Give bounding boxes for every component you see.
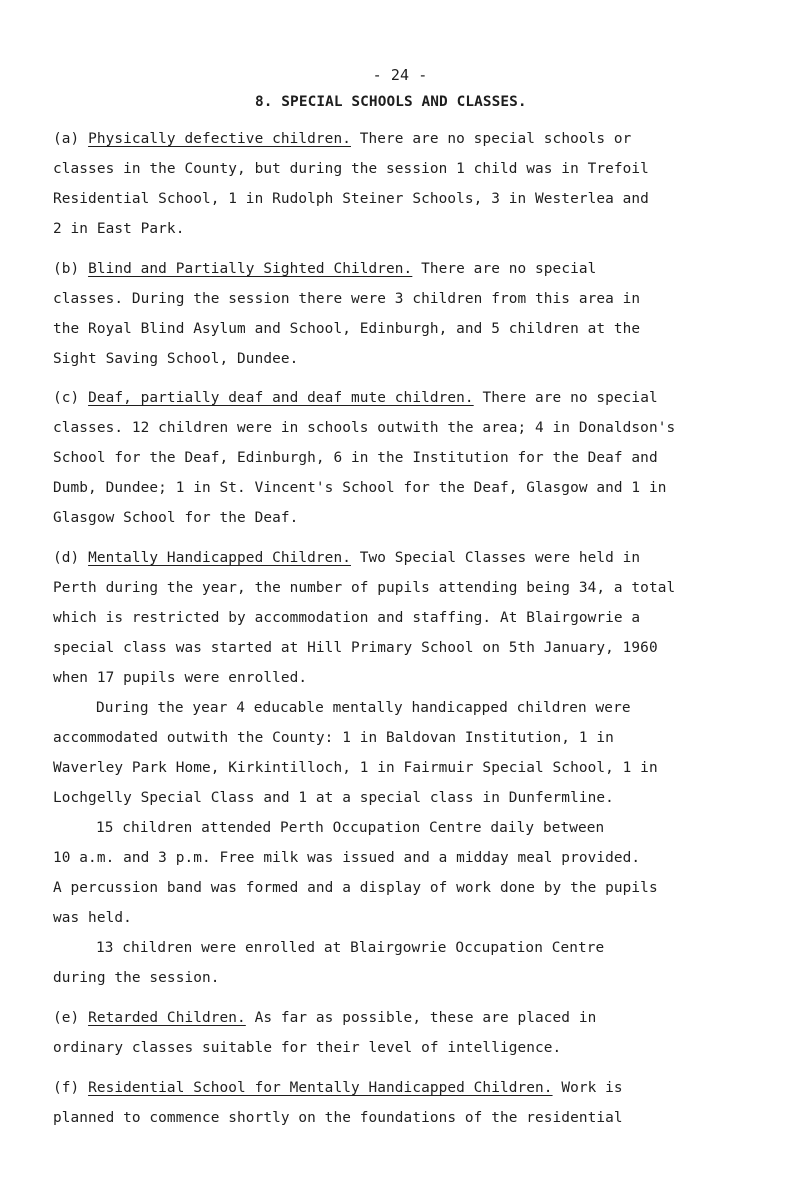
paragraph-c-first-line (53, 389, 658, 407)
paragraph-d2-line: accommodated outwith the County: 1 in Baldovan Institution, 1 in (53, 730, 614, 746)
paragraph-e-label: (e) (53, 1010, 89, 1026)
paragraph-f-title: Residential School for Mentally Handicapped Children. (88, 1080, 553, 1096)
paragraph-d4-line: 13 children were enrolled at Blairgowrie Occupation Centre (96, 940, 605, 956)
paragraph-b-label: (b) (53, 261, 89, 277)
paragraph-f-line: planned to commence shortly on the foundations of the residential (53, 1110, 623, 1126)
paragraph-d3-line: 10 a.m. and 3 p.m. Free milk was issued and a midday meal provided. (53, 850, 641, 866)
paragraph-a-line: 2 in East Park. (53, 221, 185, 237)
paragraph-a-line: Residential School, 1 in Rudolph Steiner Schools, 3 in Westerlea and (53, 191, 649, 207)
paragraph-b-line-0: There are no special (412, 261, 597, 277)
paragraph-c-line: Glasgow School for the Deaf. (53, 510, 299, 526)
paragraph-c-line: classes. 12 children were in schools outwith the area; 4 in Donaldson's (53, 420, 676, 436)
paragraph-d-line: when 17 pupils were enrolled. (53, 670, 308, 686)
paragraph-d-line: which is restricted by accommodation and staffing. At Blairgowrie a (53, 610, 641, 626)
paragraph-d4-line: during the session. (53, 970, 220, 986)
paragraph-d-first-line (53, 549, 640, 567)
paragraph-d-line: Perth during the year, the number of pupils attending being 34, a total (53, 580, 676, 596)
paragraph-b-title: Blind and Partially Sighted Children. (88, 261, 413, 277)
paragraph-b-line: classes. During the session there were 3 children from this area in (53, 291, 641, 307)
paragraph-b-line: the Royal Blind Asylum and School, Edinburgh, and 5 children at the (53, 321, 641, 337)
paragraph-d2-line: Waverley Park Home, Kirkintilloch, 1 in Fairmuir Special School, 1 in (53, 760, 658, 776)
paragraph-a-line-0: There are no special schools or (350, 131, 632, 147)
paragraph-e-first-line (53, 1009, 596, 1027)
paragraph-e-title: Retarded Children. (88, 1010, 246, 1026)
paragraph-c-line: Dumb, Dundee; 1 in St. Vincent's School for the Deaf, Glasgow and 1 in (53, 480, 667, 496)
page-number: - 24 - (372, 66, 428, 84)
paragraph-a-first-line (53, 130, 631, 148)
paragraph-d3-line: was held. (53, 910, 132, 926)
paragraph-f-label: (f) (53, 1080, 89, 1096)
paragraph-b-first-line (53, 260, 596, 278)
paragraph-e-line-0: As far as possible, these are placed in (245, 1010, 597, 1026)
paragraph-f-first-line (53, 1079, 623, 1097)
paragraph-d3-line: A percussion band was formed and a display of work done by the pupils (53, 880, 658, 896)
paragraph-d-line-0: Two Special Classes were held in (350, 550, 641, 566)
paragraph-d-line: special class was started at Hill Primary School on 5th January, 1960 (53, 640, 658, 656)
paragraph-c-line-0: There are no special (473, 390, 658, 406)
section-heading: 8. SPECIAL SCHOOLS AND CLASSES. (255, 94, 527, 110)
paragraph-e-line: ordinary classes suitable for their level of intelligence. (53, 1040, 562, 1056)
paragraph-a-title: Physically defective children. (88, 131, 351, 147)
paragraph-a-line: classes in the County, but during the session 1 child was in Trefoil (53, 161, 649, 177)
paragraph-b-line: Sight Saving School, Dundee. (53, 351, 299, 367)
paragraph-d-label: (d) (53, 550, 89, 566)
paragraph-a-label: (a) (53, 131, 89, 147)
paragraph-d2-line: During the year 4 educable mentally handicapped children were (96, 700, 631, 716)
paragraph-d-title: Mentally Handicapped Children. (88, 550, 351, 566)
paragraph-c-label: (c) (53, 390, 89, 406)
paragraph-c-title: Deaf, partially deaf and deaf mute children. (88, 390, 474, 406)
paragraph-f-line-0: Work is (552, 1080, 623, 1096)
paragraph-d3-line: 15 children attended Perth Occupation Centre daily between (96, 820, 605, 836)
paragraph-d2-line: Lochgelly Special Class and 1 at a special class in Dunfermline. (53, 790, 614, 806)
paragraph-c-line: School for the Deaf, Edinburgh, 6 in the Institution for the Deaf and (53, 450, 658, 466)
